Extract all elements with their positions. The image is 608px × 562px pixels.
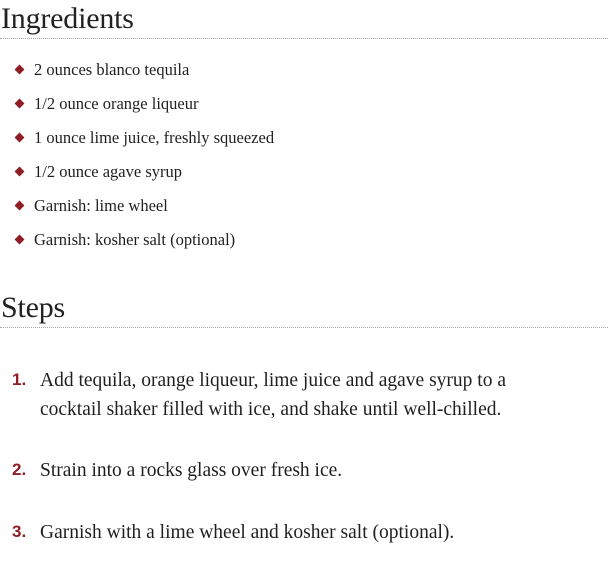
step-text: Add tequila, orange liqueur, lime juice and agave syrup to a cocktail shaker filled with ice, and shake until well-chilled. <box>40 370 506 420</box>
ingredient-text: 1/2 ounce agave syrup <box>34 162 182 181</box>
diamond-bullet-icon <box>15 201 25 211</box>
step-number: 3. <box>12 522 27 541</box>
ingredients-heading: Ingredients <box>1 2 134 35</box>
diamond-bullet-icon <box>15 133 25 143</box>
ingredient-text: Garnish: lime wheel <box>34 196 168 215</box>
step-text: Garnish with a lime wheel and kosher salt (optional). <box>40 522 455 543</box>
diamond-bullet-icon <box>15 65 25 75</box>
steps-heading: Steps <box>1 291 66 324</box>
step-text: Strain into a rocks glass over fresh ice. <box>40 460 343 481</box>
ingredient-item <box>0 162 600 184</box>
ingredient-item <box>0 230 600 252</box>
ingredient-text: Garnish: kosher salt (optional) <box>34 230 236 249</box>
ingredient-text: 2 ounces blanco tequila <box>34 60 190 79</box>
steps-divider <box>0 327 608 328</box>
step-number: 1. <box>12 370 27 389</box>
ingredients-divider <box>0 38 608 39</box>
diamond-bullet-icon <box>15 99 25 109</box>
ingredient-item <box>0 128 600 150</box>
diamond-bullet-icon <box>15 235 25 245</box>
ingredient-item <box>0 94 600 116</box>
ingredient-text: 1 ounce lime juice, freshly squeezed <box>34 128 275 147</box>
step-number: 2. <box>12 460 27 479</box>
ingredient-item <box>0 196 600 218</box>
diamond-bullet-icon <box>15 167 25 177</box>
ingredient-item <box>0 60 600 82</box>
ingredient-text: 1/2 ounce orange liqueur <box>34 94 199 113</box>
